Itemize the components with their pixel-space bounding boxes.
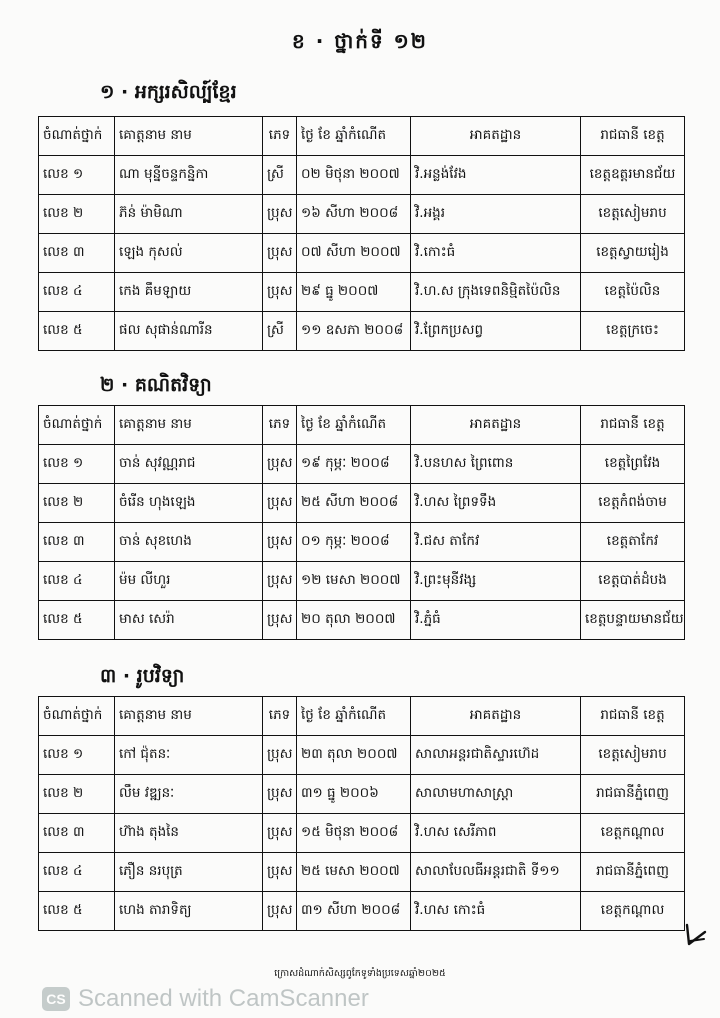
school-cell: វិ.អន្លង់វែង bbox=[411, 156, 581, 195]
section-title: ៣ · រូបវិទ្យា bbox=[100, 665, 185, 687]
school-cell: វិ.ហ.ស ក្រុងទេពនិម្មិតប៉ៃលិន bbox=[411, 273, 581, 312]
gender-cell: ប្រុស bbox=[263, 273, 297, 312]
gender-cell: ប្រុស bbox=[263, 234, 297, 273]
rank-cell: លេខ ៣ bbox=[39, 523, 115, 562]
gender-header: ភេទ bbox=[263, 406, 297, 445]
school-cell: សាលាមហាសាស្ត្រា bbox=[411, 775, 581, 814]
province-cell: រាជធានីភ្នំពេញ bbox=[581, 853, 685, 892]
province-cell: ខេត្តបន្ទាយមានជ័យ bbox=[581, 601, 685, 640]
table-row bbox=[39, 523, 685, 562]
rank-cell: លេខ ១ bbox=[39, 445, 115, 484]
camscanner-watermark bbox=[42, 985, 369, 1013]
section-title: ១ · អក្សរសិល្ប៍ខ្មែរ bbox=[100, 81, 237, 103]
rank-cell: លេខ ១ bbox=[39, 736, 115, 775]
province-cell: ខេត្តឧត្តរមានជ័យ bbox=[581, 156, 685, 195]
name-cell: ឡេង កុសល់ bbox=[115, 234, 263, 273]
school-cell: សាលាបែលធីអន្តរជាតិ ទី១១ bbox=[411, 853, 581, 892]
header-row bbox=[39, 406, 685, 445]
province-cell: ខេត្តស្វាយរៀង bbox=[581, 234, 685, 273]
gender-cell: ស្រី bbox=[263, 156, 297, 195]
school-cell: វិ.បនហស ព្រៃពោន bbox=[411, 445, 581, 484]
school-cell: វិ.ព្រែកប្រសព្វ bbox=[411, 312, 581, 351]
rank-cell: លេខ ៣ bbox=[39, 234, 115, 273]
header-row bbox=[39, 697, 685, 736]
province-cell: ខេត្តព្រៃវែង bbox=[581, 445, 685, 484]
dob-cell: ០៧ សីហា ២០០៧ bbox=[297, 234, 411, 273]
name-cell: ភឿន នរបុត្រ bbox=[115, 853, 263, 892]
ranking-table bbox=[38, 696, 685, 931]
watermark-text: Scanned with CamScanner bbox=[78, 985, 369, 1012]
name-header: គោត្តនាម នាម bbox=[115, 406, 263, 445]
table-row bbox=[39, 234, 685, 273]
gender-header: ភេទ bbox=[263, 697, 297, 736]
table-row bbox=[39, 562, 685, 601]
dob-cell: ១៩ កុម្ភៈ ២០០៨ bbox=[297, 445, 411, 484]
gender-cell: ប្រុស bbox=[263, 195, 297, 234]
rank-cell: លេខ ៥ bbox=[39, 892, 115, 931]
name-cell: លឹម វឌ្ឍនៈ bbox=[115, 775, 263, 814]
name-cell: ម៉ម លីហួរ bbox=[115, 562, 263, 601]
province-cell: ខេត្តកណ្ដាល bbox=[581, 892, 685, 931]
school-cell: វិ.ភ្នំធំ bbox=[411, 601, 581, 640]
dob-header: ថ្ងៃ ខែ ឆ្នាំកំណើត bbox=[297, 697, 411, 736]
dob-cell: ១២ មេសា ២០០៧ bbox=[297, 562, 411, 601]
dob-header: ថ្ងៃ ខែ ឆ្នាំកំណើត bbox=[297, 406, 411, 445]
province-header: រាជធានី ខេត្ត bbox=[581, 406, 685, 445]
dob-cell: ២៣ តុលា ២០០៧ bbox=[297, 736, 411, 775]
footer-note: ក្រោសដំណាក់សិស្សពូកែទូទាំងប្រទេសឆ្នាំ២០២៥ bbox=[274, 968, 446, 979]
rank-cell: លេខ ២ bbox=[39, 195, 115, 234]
dob-cell: ៣១ សីហា ២០០៨ bbox=[297, 892, 411, 931]
province-header: រាជធានី ខេត្ត bbox=[581, 117, 685, 156]
table-row bbox=[39, 601, 685, 640]
province-cell: ខេត្តកំពង់ចាម bbox=[581, 484, 685, 523]
name-cell: កៅ ជ៉ុតនៈ bbox=[115, 736, 263, 775]
gender-cell: ប្រុស bbox=[263, 445, 297, 484]
school-header: អាគតដ្ឋាន bbox=[411, 697, 581, 736]
table-row bbox=[39, 156, 685, 195]
province-cell: ខេត្តប៉ៃលិន bbox=[581, 273, 685, 312]
name-cell: ណា មុន្នីចន្ទកន្និកា bbox=[115, 156, 263, 195]
province-header: រាជធានី ខេត្ត bbox=[581, 697, 685, 736]
table-row bbox=[39, 445, 685, 484]
rank-cell: លេខ ៥ bbox=[39, 312, 115, 351]
school-cell: វិ.ជស តាកែវ bbox=[411, 523, 581, 562]
table-row bbox=[39, 775, 685, 814]
dob-cell: ០២ មិថុនា ២០០៧ bbox=[297, 156, 411, 195]
camscanner-logo-icon: CS bbox=[42, 987, 70, 1011]
province-cell: ខេត្តសៀមរាប bbox=[581, 195, 685, 234]
gender-cell: ប្រុស bbox=[263, 814, 297, 853]
name-cell: ចាន់ សុខហេង bbox=[115, 523, 263, 562]
gender-cell: ប្រុស bbox=[263, 892, 297, 931]
name-cell: ចាន់ សុវណ្ណរាជ bbox=[115, 445, 263, 484]
gender-cell: ប្រុស bbox=[263, 484, 297, 523]
dob-cell: ១៥ មិថុនា ២០០៨ bbox=[297, 814, 411, 853]
rank-cell: លេខ ២ bbox=[39, 775, 115, 814]
rank-header: ចំណាត់ថ្នាក់ bbox=[39, 117, 115, 156]
school-header: អាគតដ្ឋាន bbox=[411, 117, 581, 156]
school-cell: សាលាអន្តរជាតិស្ទារហ៊េដ bbox=[411, 736, 581, 775]
dob-cell: ១៦ សីហា ២០០៨ bbox=[297, 195, 411, 234]
name-cell: ហេង តារាទិត្យ bbox=[115, 892, 263, 931]
dob-cell: ១១ ឧសភា ២០០៨ bbox=[297, 312, 411, 351]
dob-cell: ៣១ ធ្នូ ២០០៦ bbox=[297, 775, 411, 814]
school-cell: វិ.ហស សេរីភាព bbox=[411, 814, 581, 853]
name-header: គោត្តនាម នាម bbox=[115, 117, 263, 156]
table-row bbox=[39, 195, 685, 234]
school-cell: វិ.កោះធំ bbox=[411, 234, 581, 273]
table-row bbox=[39, 484, 685, 523]
province-cell: ខេត្តក្រចេះ bbox=[581, 312, 685, 351]
province-cell: ខេត្តបាត់ដំបង bbox=[581, 562, 685, 601]
gender-cell: ប្រុស bbox=[263, 853, 297, 892]
gender-cell: ប្រុស bbox=[263, 601, 297, 640]
dob-cell: ២៩ ធ្នូ ២០០៧ bbox=[297, 273, 411, 312]
dob-cell: ២០ តុលា ២០០៧ bbox=[297, 601, 411, 640]
gender-cell: ប្រុស bbox=[263, 736, 297, 775]
rank-cell: លេខ ៤ bbox=[39, 562, 115, 601]
school-cell: វិ.អង្គរ bbox=[411, 195, 581, 234]
ranking-table bbox=[38, 116, 685, 351]
header-row bbox=[39, 117, 685, 156]
name-cell: ផល សុផាន់ណារីន bbox=[115, 312, 263, 351]
dob-cell: ២៥ មេសា ២០០៧ bbox=[297, 853, 411, 892]
school-cell: វិ.ហស កោះធំ bbox=[411, 892, 581, 931]
name-header: គោត្តនាម នាម bbox=[115, 697, 263, 736]
gender-cell: ប្រុស bbox=[263, 775, 297, 814]
page-header: ខ · ថ្នាក់ទី ១២ bbox=[292, 29, 428, 53]
table-row bbox=[39, 312, 685, 351]
rank-cell: លេខ ២ bbox=[39, 484, 115, 523]
dob-cell: ២៥ សីហា ២០០៨ bbox=[297, 484, 411, 523]
school-cell: វិ.ព្រះមុនីវង្ស bbox=[411, 562, 581, 601]
rank-cell: លេខ ១ bbox=[39, 156, 115, 195]
gender-cell: ស្រី bbox=[263, 312, 297, 351]
school-cell: វិ.ហស ព្រៃទទឹង bbox=[411, 484, 581, 523]
pen-mark-icon bbox=[683, 922, 709, 948]
rank-cell: លេខ ៤ bbox=[39, 853, 115, 892]
gender-cell: ប្រុស bbox=[263, 562, 297, 601]
gender-cell: ប្រុស bbox=[263, 523, 297, 562]
table-row bbox=[39, 853, 685, 892]
rank-cell: លេខ ៣ bbox=[39, 814, 115, 853]
table-row bbox=[39, 273, 685, 312]
rank-header: ចំណាត់ថ្នាក់ bbox=[39, 697, 115, 736]
table-row bbox=[39, 814, 685, 853]
name-cell: ភ៊ន់ ម៉ាមិណា bbox=[115, 195, 263, 234]
dob-cell: ០១ កុម្ភៈ ២០០៨ bbox=[297, 523, 411, 562]
rank-cell: លេខ ៤ bbox=[39, 273, 115, 312]
table-row bbox=[39, 736, 685, 775]
rank-header: ចំណាត់ថ្នាក់ bbox=[39, 406, 115, 445]
province-cell: រាជធានីភ្នំពេញ bbox=[581, 775, 685, 814]
table-row bbox=[39, 892, 685, 931]
name-cell: កេង គឹមឡាយ bbox=[115, 273, 263, 312]
school-header: អាគតដ្ឋាន bbox=[411, 406, 581, 445]
name-cell: មាស សេរ៉ា bbox=[115, 601, 263, 640]
name-cell: ចំរើន ហុងឡេង bbox=[115, 484, 263, 523]
ranking-table bbox=[38, 405, 685, 640]
dob-header: ថ្ងៃ ខែ ឆ្នាំកំណើត bbox=[297, 117, 411, 156]
name-cell: ហ៊ាង តុងនៃ bbox=[115, 814, 263, 853]
gender-header: ភេទ bbox=[263, 117, 297, 156]
section-title: ២ · គណិតវិទ្យា bbox=[100, 374, 212, 396]
province-cell: ខេត្តតាកែវ bbox=[581, 523, 685, 562]
province-cell: ខេត្តសៀមរាប bbox=[581, 736, 685, 775]
rank-cell: លេខ ៥ bbox=[39, 601, 115, 640]
province-cell: ខេត្តកណ្ដាល bbox=[581, 814, 685, 853]
